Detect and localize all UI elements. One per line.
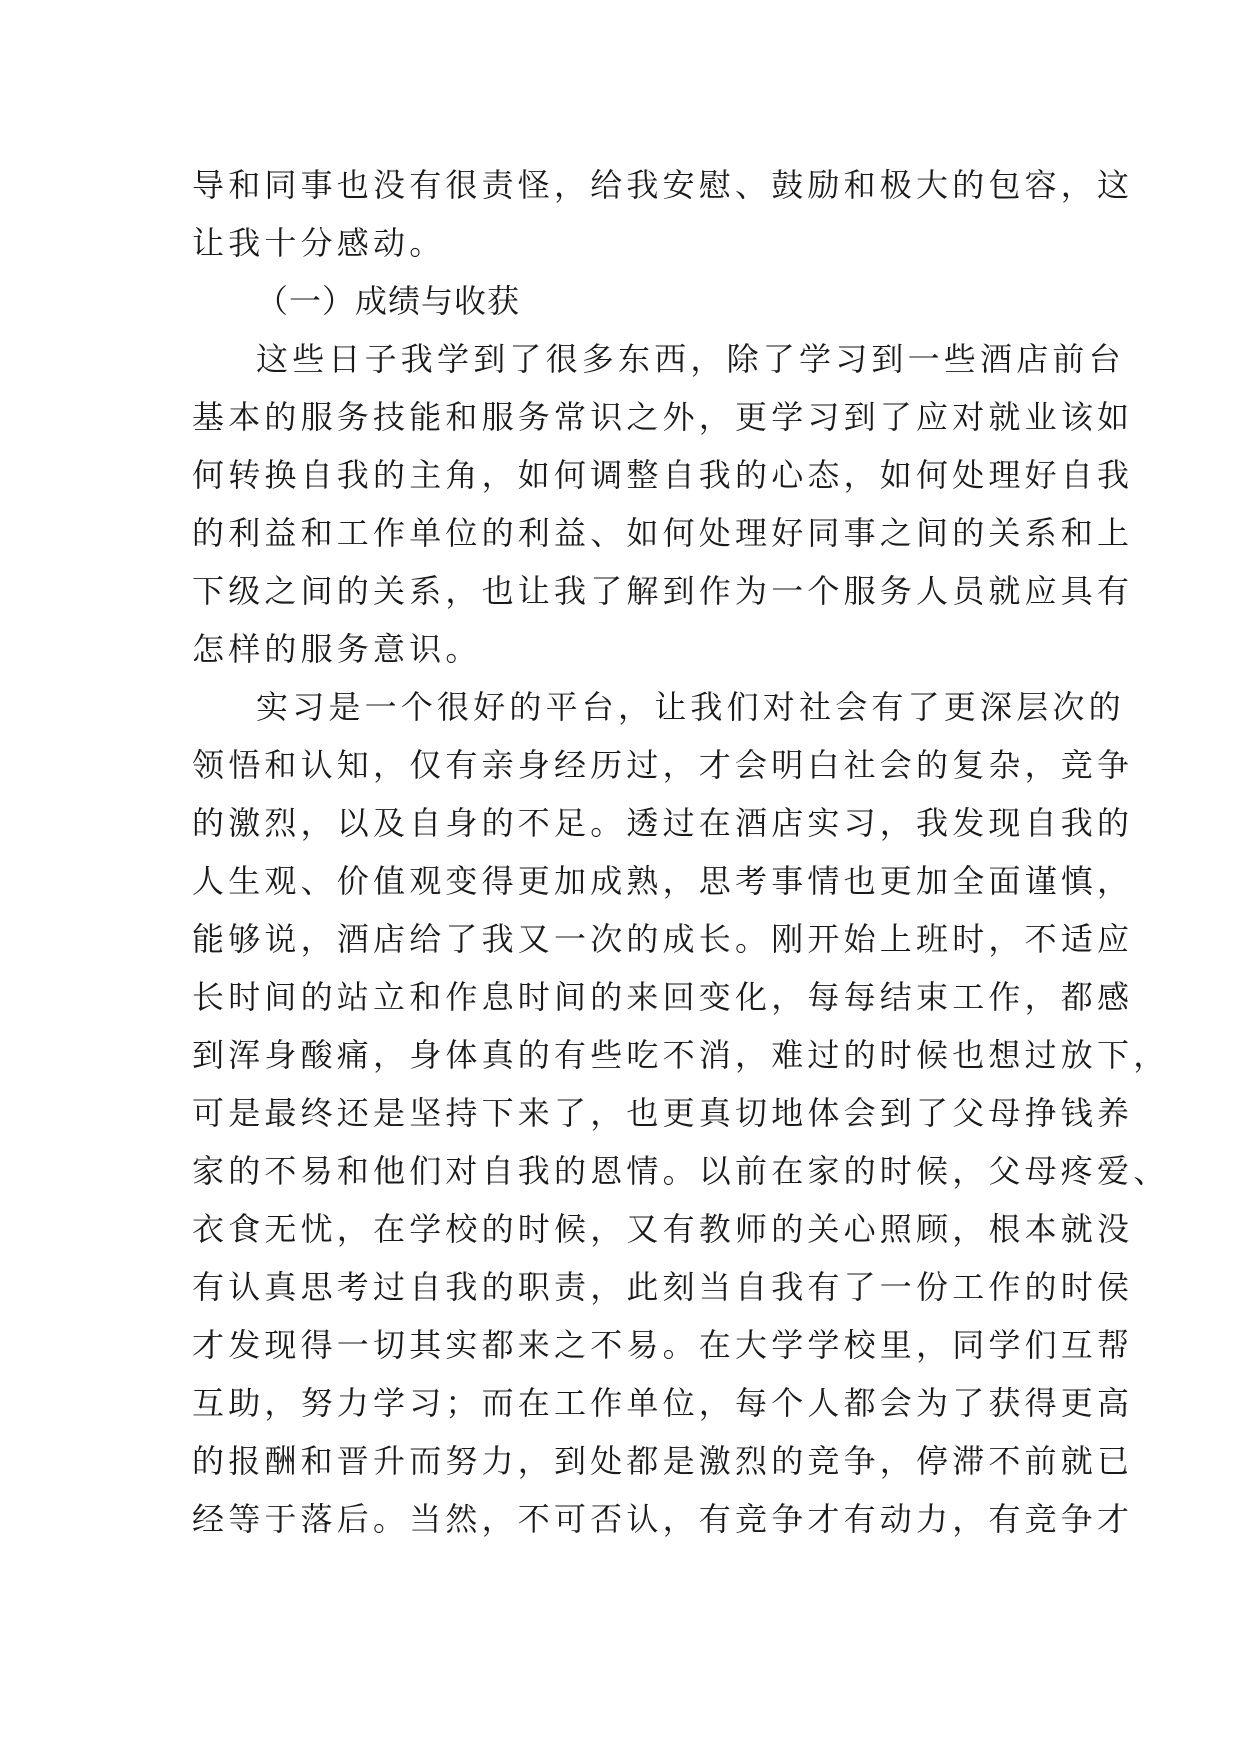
text-line: 领悟和认知，仅有亲身经历过，才会明白社会的复杂，竞争 [192,746,1134,784]
text-line: 家的不易和他们对自我的恩情。以前在家的时候，父母疼爱、 [192,1152,1170,1190]
text-line: 下级之间的关系，也让我了解到作为一个服务人员就应具有 [192,572,1134,610]
text-line: 可是最终还是坚持下来了，也更真切地体会到了父母挣钱养 [192,1094,1134,1132]
text-line: 能够说，酒店给了我又一次的成长。刚开始上班时，不适应 [192,920,1134,958]
text-line: 的报酬和晋升而努力，到处都是激烈的竞争，停滞不前就已 [192,1442,1134,1480]
text-line: 互助，努力学习；而在工作单位，每个人都会为了获得更高 [192,1384,1134,1422]
section-heading: （一）成绩与收获 [256,282,521,320]
text-line: 衣食无忧，在学校的时候，又有教师的关心照顾，根本就没 [192,1210,1134,1248]
paragraph-first-line: 实习是一个很好的平台，让我们对社会有了更深层次的 [256,688,1125,726]
text-line: 经等于落后。当然，不可否认，有竞争才有动力，有竞争才 [192,1500,1134,1538]
text-line: 才发现得一切其实都来之不易。在大学学校里，同学们互帮 [192,1326,1134,1364]
text-line: 的利益和工作单位的利益、如何处理好同事之间的关系和上 [192,514,1134,552]
text-line: 的激烈，以及自身的不足。透过在酒店实习，我发现自我的 [192,804,1134,842]
text-line: 到浑身酸痛，身体真的有些吃不消，难过的时候也想过放下， [192,1036,1170,1074]
text-line: 让我十分感动。 [192,224,446,262]
paragraph-first-line: 这些日子我学到了很多东西，除了学习到一些酒店前台 [256,340,1125,378]
body-text [192,156,1170,1548]
text-line: 何转换自我的主角，如何调整自我的心态，如何处理好自我 [192,456,1134,494]
text-line: 人生观、价值观变得更加成熟，思考事情也更加全面谨慎， [192,862,1134,900]
text-line: 有认真思考过自我的职责，此刻当自我有了一份工作的时侯 [192,1268,1134,1306]
text-line: 导和同事也没有很责怪，给我安慰、鼓励和极大的包容，这 [192,166,1134,204]
text-line: 怎样的服务意识。 [192,630,482,668]
text-line: 长时间的站立和作息时间的来回变化，每每结束工作，都感 [192,978,1134,1016]
text-line: 基本的服务技能和服务常识之外，更学习到了应对就业该如 [192,398,1134,436]
